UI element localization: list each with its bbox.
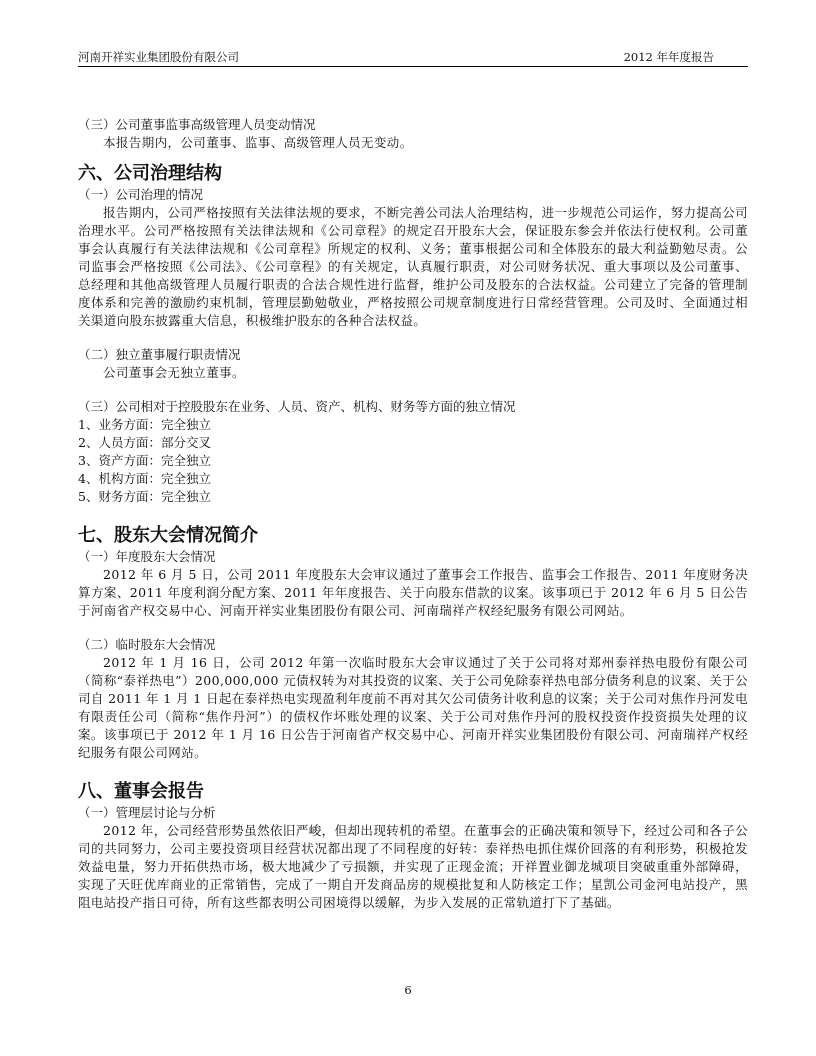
page-content (78, 116, 748, 912)
list-item: 2、人员方面：部分交叉 (78, 435, 211, 450)
section6-sub3-title: （三）公司相对于控股股东在业务、人员、资产、机构、财务等方面的独立情况 (78, 399, 516, 414)
section7-sub1-title: （一）年度股东大会情况 (78, 549, 216, 564)
section8-title: 八、董事会报告 (78, 781, 204, 802)
page-header (78, 48, 748, 67)
section7-sub1-text: 2012 年 6 月 5 日，公司 2011 年度股东大会审议通过了董事会工作报告、监事会工作报告、2011 年度财务决算方案、2011 年度利润分配方案、2011 年年度报告、关于向股东借款的议案。该事项已于 2012 年 6 月 5 日公告于河南省产权交易中心、河南开祥实业集团股份有限公司、河南瑞祥产权经纪服务有限公司网站。 (78, 567, 748, 618)
section6-sub1-title: （一）公司治理的情况 (78, 187, 204, 202)
section6-sub1-text: 报告期内，公司严格按照有关法律法规的要求，不断完善公司法人治理结构，进一步规范公司运作，努力提高公司治理水平。公司严格按照有关法律法规和《公司章程》的规定召开股东大会，保证股东参会并依法行使权利。公司董事会认真履行有关法律法规和《公司章程》所规定的权利、义务；董事根据公司和全体股东的最大利益勤勉尽责。公司监事会严格按照《公司法》、《公司章程》的有关规定，认真履行职责，对公司财务状况、重大事项以及公司董事、总经理和其他高级管理人员履行职责的合法合规性进行监督，维护公司及股东的合法权益。公司建立了完备的管理制度体系和完善的激励约束机制，管理层勤勉敬业，严格按照公司规章制度进行日常经营管理。公司及时、全面通过相关渠道向股东披露重大信息，积极维护股东的各种合法权益。 (78, 205, 749, 328)
list-item: 4、机构方面：完全独立 (78, 471, 211, 486)
section5-sub3-text: 本报告期内，公司董事、监事、高级管理人员无变动。 (103, 135, 413, 150)
list-item: 3、资产方面：完全独立 (78, 453, 211, 468)
section6-sub2-text: 公司董事会无独立董事。 (103, 365, 245, 380)
section6-title: 六、公司治理结构 (78, 163, 222, 184)
section8-sub1-text: 2012 年，公司经营形势虽然依旧严峻，但却出现转机的希望。在董事会的正确决策和领导下，经过公司和各子公司的共同努力，公司主要投资项目经营状况都出现了不同程度的好转：泰祥热电抓住煤价回落的有利形势，积极抢发效益电量，努力开拓供热市场，极大地减少了亏损额，并实现了正现金流；开祥置业御龙城项目突破重重外部障碍，实现了天旺优库商业的正常销售，完成了一期自开发商品房的规模批复和人防核定工作；星凯公司金河电站投产，黑阻电站投产指日可待，所有这些都表明公司困境得以缓解，为步入发展的正常轨道打下了基础。 (78, 823, 748, 910)
section7-sub2-text: 2012 年 1 月 16 日，公司 2012 年第一次临时股东大会审议通过了关于公司将对郑州泰祥热电股份有限公司（简称“泰祥热电”）200,000,000 元债权转为对其投资的议案、关于公司免除泰祥热电部分债务利息的议案、关于公司自 2011 年 1 月 1 日起在泰祥热电实现盈利年度前不再对其欠公司债务计收利息的议案；关于公司对焦作丹河发电有限责任公司（简称“焦作丹河”）的债权作坏账处理的议案、关于公司对焦作丹河的股权投资作投资损失处理的议案。该事项已于 2012 年 1 月 16 日公告于河南省产权交易中心、河南开祥实业集团股份有限公司、河南瑞祥产权经纪服务有限公司网站。 (78, 655, 748, 760)
section8-sub1-title: （一）管理层讨论与分析 (78, 805, 216, 820)
page-number: 6 (404, 983, 412, 997)
section7-sub2-title: （二）临时股东大会情况 (78, 637, 216, 652)
section6-sub2-title: （二）独立董事履行职责情况 (78, 347, 241, 362)
list-item: 5、财务方面：完全独立 (78, 489, 211, 504)
list-item: 1、业务方面：完全独立 (78, 417, 211, 432)
header-company: 河南开祥实业集团股份有限公司 (78, 50, 239, 64)
header-report-title: 2012 年年度报告 (623, 50, 714, 64)
section5-sub3-title: （三）公司董事监事高级管理人员变动情况 (78, 117, 316, 132)
section7-title: 七、股东大会情况简介 (78, 525, 258, 546)
independence-list (78, 416, 748, 506)
